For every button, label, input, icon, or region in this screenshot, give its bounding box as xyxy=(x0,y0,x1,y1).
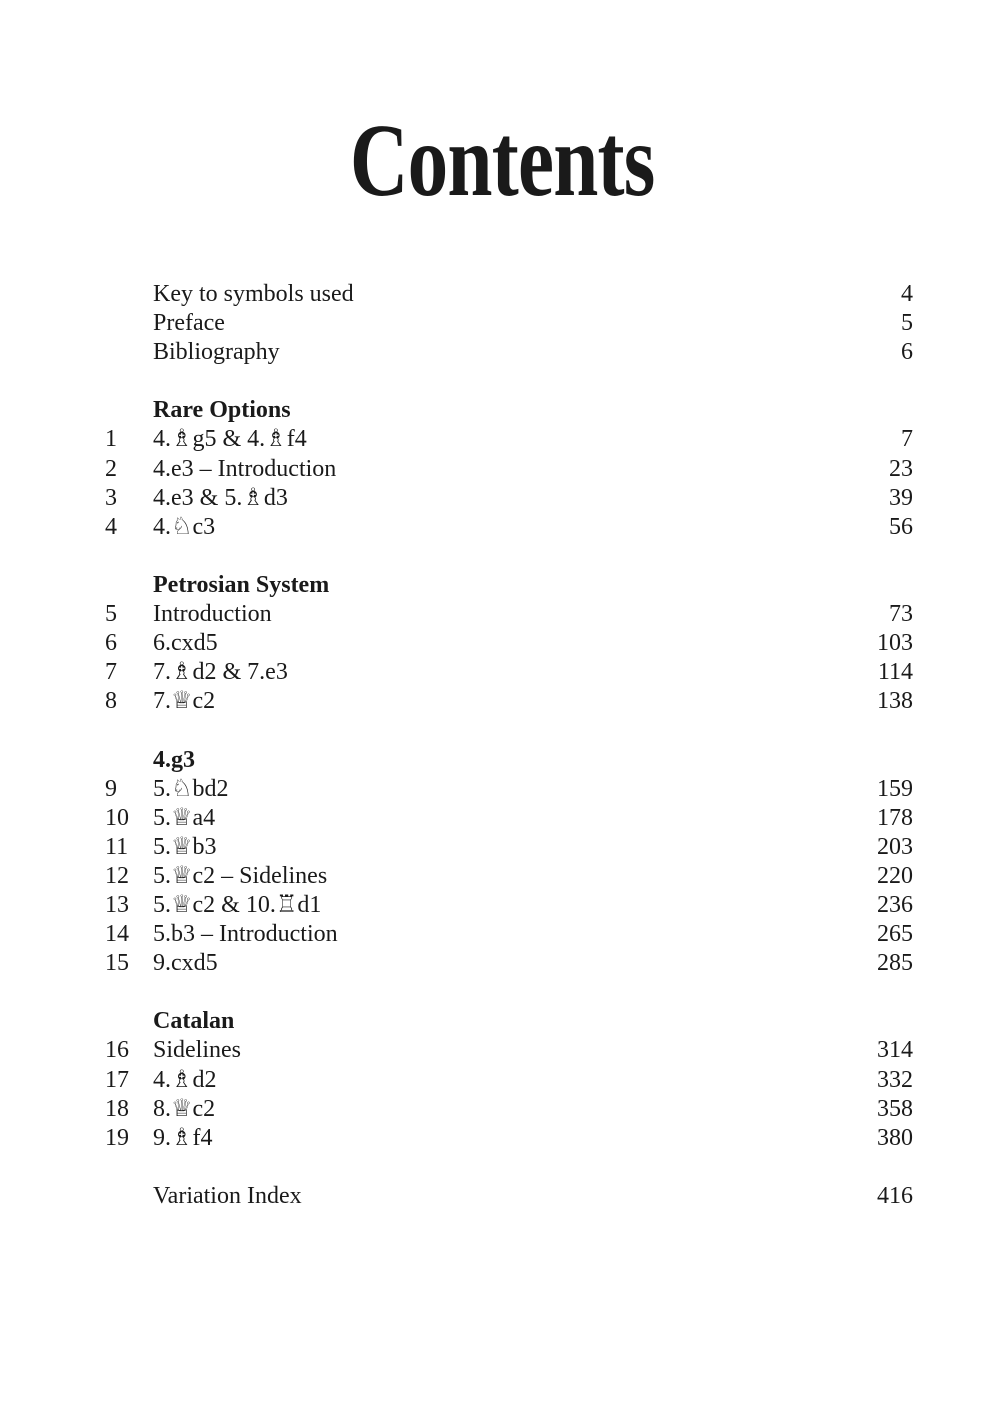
page-number: 56 xyxy=(889,513,913,540)
toc-entry[interactable] xyxy=(105,775,913,804)
entry-label: 4.e3 & 5.♗d3 xyxy=(153,484,288,511)
toc-entry[interactable] xyxy=(105,338,913,367)
toc-entry[interactable] xyxy=(105,1182,913,1211)
section-petrosian-system xyxy=(105,571,913,716)
chapter-number: 6 xyxy=(105,630,117,657)
spacer xyxy=(105,978,913,1007)
entry-label: 9.cxd5 xyxy=(153,950,218,977)
entry-label: 4.e3 – Introduction xyxy=(153,455,337,482)
toc-entry[interactable] xyxy=(105,949,913,978)
section-rare-options xyxy=(105,396,913,541)
chapter-number: 9 xyxy=(105,775,117,802)
page-number: 178 xyxy=(877,804,913,831)
toc-entry[interactable] xyxy=(105,280,913,309)
chapter-number: 14 xyxy=(105,921,129,948)
entry-label: 4.♗g5 & 4.♗f4 xyxy=(153,426,307,453)
entry-label: Preface xyxy=(153,310,225,337)
entry-label: 5.♕c2 & 10.♖d1 xyxy=(153,891,322,918)
entry-label: 7.♕c2 xyxy=(153,688,216,715)
chapter-number: 13 xyxy=(105,891,129,918)
chapter-number: 15 xyxy=(105,950,129,977)
chapter-number: 5 xyxy=(105,601,117,628)
entry-label: 8.♕c2 xyxy=(153,1095,216,1122)
page-number: 103 xyxy=(877,630,913,657)
section-heading-label: 4.g3 xyxy=(153,746,195,773)
chapter-number: 12 xyxy=(105,862,129,889)
toc-entry[interactable] xyxy=(105,455,913,484)
toc-entry[interactable] xyxy=(105,891,913,920)
entry-label: 5.♕c2 – Sidelines xyxy=(153,862,328,889)
toc-entry[interactable] xyxy=(105,425,913,454)
chapter-number: 18 xyxy=(105,1095,129,1122)
entry-label: 7.♗d2 & 7.e3 xyxy=(153,659,288,686)
entry-label: 5.♕a4 xyxy=(153,804,216,831)
toc-entry[interactable] xyxy=(105,309,913,338)
page-number: 159 xyxy=(877,775,913,802)
chapter-number: 1 xyxy=(105,426,117,453)
page-number: 138 xyxy=(877,688,913,715)
entry-label: Introduction xyxy=(153,601,272,628)
page-number: 6 xyxy=(901,339,913,366)
entry-label: 5.b3 – Introduction xyxy=(153,921,338,948)
section-heading xyxy=(105,1007,913,1036)
section-4-g3 xyxy=(105,746,913,979)
front-matter xyxy=(105,280,913,367)
section-catalan xyxy=(105,1007,913,1152)
page-number: 7 xyxy=(901,426,913,453)
entry-label: 6.cxd5 xyxy=(153,630,218,657)
page-number: 332 xyxy=(877,1066,913,1093)
spacer xyxy=(105,542,913,571)
back-matter xyxy=(105,1182,913,1211)
page-number: 358 xyxy=(877,1095,913,1122)
entry-label: Sidelines xyxy=(153,1037,241,1064)
toc-entry[interactable] xyxy=(105,804,913,833)
page-number: 265 xyxy=(877,921,913,948)
chapter-number: 4 xyxy=(105,513,117,540)
page-number: 314 xyxy=(877,1037,913,1064)
toc-entry[interactable] xyxy=(105,862,913,891)
toc-entry[interactable] xyxy=(105,513,913,542)
spacer xyxy=(105,367,913,396)
chapter-number: 8 xyxy=(105,688,117,715)
toc-entry[interactable] xyxy=(105,1066,913,1095)
section-heading xyxy=(105,396,913,425)
toc-entry[interactable] xyxy=(105,920,913,949)
toc-entry[interactable] xyxy=(105,687,913,716)
page-number: 23 xyxy=(889,455,913,482)
page-number: 73 xyxy=(889,601,913,628)
chapter-number: 10 xyxy=(105,804,129,831)
toc-entry[interactable] xyxy=(105,1036,913,1065)
page-number: 5 xyxy=(901,310,913,337)
section-heading-label: Catalan xyxy=(153,1008,235,1035)
page-number: 4 xyxy=(901,281,913,307)
section-heading-label: Petrosian System xyxy=(153,571,330,598)
toc-entry[interactable] xyxy=(105,484,913,513)
page-number: 416 xyxy=(877,1182,913,1209)
toc-entry[interactable] xyxy=(105,629,913,658)
page-number: 39 xyxy=(889,484,913,511)
chapter-number: 19 xyxy=(105,1124,129,1151)
toc-entry[interactable] xyxy=(105,658,913,687)
spacer xyxy=(105,716,913,745)
toc-entry[interactable] xyxy=(105,600,913,629)
page-number: 236 xyxy=(877,891,913,918)
toc-entry[interactable] xyxy=(105,1124,913,1153)
spacer xyxy=(105,1153,913,1182)
entry-label: 4.♗d2 xyxy=(153,1066,217,1093)
entry-label: 5.♕b3 xyxy=(153,833,217,860)
toc-entry[interactable] xyxy=(105,1095,913,1124)
chapter-number: 3 xyxy=(105,484,117,511)
page-number: 285 xyxy=(877,950,913,977)
entry-label: Key to symbols used xyxy=(153,281,354,307)
entry-label: Variation Index xyxy=(153,1182,302,1209)
section-heading xyxy=(105,746,913,775)
section-heading-label: Rare Options xyxy=(153,397,291,424)
page-number: 380 xyxy=(877,1124,913,1151)
page-number: 114 xyxy=(877,659,913,686)
chapter-number: 2 xyxy=(105,455,117,482)
page-number: 203 xyxy=(877,833,913,860)
chapter-number: 11 xyxy=(105,833,129,860)
entry-label: 4.♘c3 xyxy=(153,513,216,540)
chapter-number: 17 xyxy=(105,1066,129,1093)
chapter-number: 7 xyxy=(105,659,117,686)
page-number: 220 xyxy=(877,862,913,889)
page-title: Contents xyxy=(349,103,655,218)
entry-label: Bibliography xyxy=(153,339,280,366)
chapter-number: 16 xyxy=(105,1037,129,1064)
toc-entry[interactable] xyxy=(105,833,913,862)
entry-label: 9.♗f4 xyxy=(153,1124,213,1151)
section-heading xyxy=(105,571,913,600)
entry-label: 5.♘bd2 xyxy=(153,775,229,802)
table-of-contents xyxy=(105,280,913,1211)
